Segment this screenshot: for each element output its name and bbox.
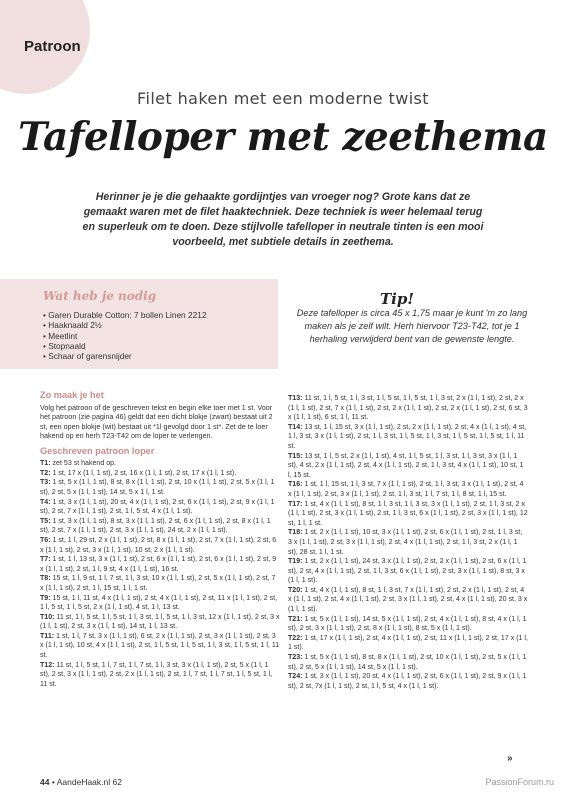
- pattern-row-label: T5:: [40, 517, 51, 525]
- pattern-rows-left: [40, 459, 280, 689]
- pattern-row-label: T11:: [40, 632, 55, 640]
- pattern-row-text: 1 st, 2 x (1 l, 1 st), 10 st, 3 x (1 l, 1 st), 2 st, 6 x (1 l, 1 st), 2 st, 1 l, 3 st, 3 x (1 l, 1 st), 2 st, 3 x (1 l, 1 st), 2 st, 4 x (1 l, 1 st), 2 st, 1 l, 3 st, 2 x (1 l, 1 st), 28 st, 1 l, 1 st.: [288, 529, 523, 556]
- pattern-row: [288, 672, 528, 691]
- pattern-row-text: 1 st, 5 x (1 l, 1 st), 14 st, 5 x (1 l, 1 st), 2 st, 4 x (1 l, 1 st), 8 st, 4 x (1 l, 1 st), 2 st, 3 x (1 l, 1 st), 2 st, 8 x (1 l, 1 st), 8 st, 5 x (1 l, 1 st).: [288, 615, 527, 633]
- pattern-row-text: 1 st, 1 l, 29 st, 2 x (1 l, 1 st), 2 st, 8 x (1 l, 1 st), 2 st, 7 x (1 l, 1 st), 2 st, 6 x (1 l, 1 st), 2 st, 3 x (1 l, 1 st), 10 st, 2 x (1 l, 1 st).: [40, 536, 277, 554]
- pattern-row-text: 1 st, 17 x (1 l, 1 st), 2 st, 16 x (1 l, 1 st), 2 st, 17 x (1 l, 1 st).: [50, 469, 237, 477]
- pattern-row-label: T14:: [288, 423, 303, 431]
- pattern-row-label: T6:: [40, 536, 51, 544]
- pattern-row: [40, 459, 280, 469]
- pattern-row-label: T12:: [40, 661, 55, 669]
- pattern-row-text: 1 st, 5 x (1 l, 1 st), 8 st, 8 x (1 l, 1 st), 2 st, 10 x (1 l, 1 st), 2 st, 5 x (1 l, 1 st), 2 st, 5 x (1 l, 1 st), 14 st, 5 x (1 l, 1 st).: [288, 654, 527, 671]
- pattern-row: [40, 469, 280, 479]
- pattern-row-label: T10:: [40, 613, 55, 621]
- pattern-row-text: 15 st, 1 l, 11 st, 4 x (1 l, 1 st), 2 st, 4 x (1 l, 1 st), 2 st, 11 x (1 l, 1 st), 2 st, 1 l, 5 st, 1 l, 5 st, 2 x (1 l, 1 st), 4 st, 1 l, 13 st.: [40, 594, 278, 612]
- materials-item: • Haaknaald 2½: [43, 320, 206, 330]
- magazine-name: AandeHaak.nl 62: [56, 777, 122, 787]
- pattern-row-text: 11 st, 1 l, 5 st, 1 l, 5 st, 1 l, 3 st, 1 l, 5 st, 1 l, 3 st, 12 x (1 l, 1 st), 2 st, 3 x (1 l, 1 st), 2 st, 3 x (1 l, 1 st), 14 st, 1 l, 13 st.: [40, 613, 280, 631]
- pattern-row-label: T17:: [288, 500, 303, 508]
- pattern-row-label: T22:: [288, 634, 303, 642]
- page-number: 44: [40, 777, 50, 787]
- pattern-row-label: T3:: [40, 479, 51, 487]
- pattern-row-text: 11 st, 1 l, 5 st, 1 l, 7 st, 1 l, 7 st, 1 l, 3 st, 3 x (1 l, 1 st), 2 st, 5 x (1 l, 1 st), 2 st, 3 x (1 l, 1 st), 2 st, 2 x (1 l, 1 st), 2 st, 1 l, 7 st, 1 l, 7 st, 1 l, 5 st, 1 l, 11 st.: [40, 661, 273, 688]
- pattern-rows-right: [288, 394, 528, 691]
- pattern-row-label: T1:: [40, 460, 51, 468]
- materials-list: [43, 310, 206, 361]
- materials-title: Wat heb je nodig: [43, 289, 157, 303]
- pattern-row-label: T13:: [288, 395, 303, 402]
- pattern-row-text: 1 st, 5 x (1 l, 1 st), 8 st, 8 x (1 l, 1 st), 2 st, 10 x (1 l, 1 st), 2 st, 5 x (1 l, 1 st), 2 st, 5 x (1 l, 1 st), 14 st, 5 x 1 l, 1 st.: [40, 479, 275, 496]
- pattern-row-text: 1 st, 1 l, 15 st, 1 l, 3 st, 7 x (1 l, 1 st), 2 st, 1 l, 3 st, 3 x (1 l, 1 st), 2 st, 4 x (1 l, 1 st), 2 st, 3 x (1 l, 1 st), 2 st, 1 l, 3 st, 1 l, 7 st, 1 l, 8 st, 1 l, 15 st.: [288, 481, 524, 498]
- pattern-row-label: T15:: [288, 452, 303, 460]
- pattern-row: [40, 498, 280, 517]
- pattern-row-text: 1 st, 1 l, 13 st, 3 x (1 l, 1 st), 2 st, 6 x (1 l, 1 st), 2 st, 6 x (1 l, 1 st), 2 st, 9 x (1 l, 1 st), 2 st, 1 l, 9 st, 4 x (1 l, 1 st), 16 st.: [40, 556, 277, 573]
- article-subtitle: Filet haken met een moderne twist: [137, 89, 429, 108]
- pattern-row-label: T23:: [288, 654, 303, 662]
- pattern-row-label: T7:: [40, 556, 51, 564]
- pattern-row: [288, 480, 528, 499]
- pattern-row-text: 11 st, 1 l, 5 st, 1 l, 3 st, 1 l, 5 st, 1 l, 5 st, 1 l, 3 st, 2 x (1 l, 1 st), 2 st, 2 x (1 l, 1 st), 2 st, 7 x (1 l, 1 st), 2 st, 2 x (1 l, 1 st), 2 st, 2 x (1 l, 1 st), 2 st, 6 st, 3 x (1 l, 1 st), 6 st, 1 l, 11 st.: [288, 395, 528, 422]
- how-text: Volg het patroon of de geschreven tekst en begin elke toer met 1 st. Voor het patroon (zie pagina 46) geldt dat een dicht blokje (zwart) bestaat uit 2 st, een open blokje (wit) bestaat uit *1l gevolgd door 1 st*. Zet de te loer hakend op en herh T23-T42 om de loper te verlengen.: [40, 403, 273, 440]
- pattern-row-label: T2:: [40, 469, 51, 477]
- pattern-row: [40, 661, 280, 690]
- pattern-row-label: T9:: [40, 594, 51, 602]
- pattern-row-text: 13 st, 1 l, 15 st, 3 x (1 l, 1 st), 2 st, 2 x (1 l, 1 st), 2 st, 4 x (1 l, 1 st), 4 st, 1 l, 3 st, 3 x (1 l, 1 st), 2 st, 1 l, 3 st, 1 l, 5 st, 1 l, 3 st, 1 l, 5 st, 1 l, 5 st, 1 l, 11 st.: [288, 423, 527, 450]
- pattern-row-text: 13 st, 1 l, 5 st, 2 x (1 l, 1 st), 4 st, 1 l, 5 st, 1 l, 3 st, 1 l, 3 st, 3 x (1 l, 1 st), 4 st, 2 x (1 l, 1 st), 2 st, 4 x (1 l, 1 st), 2 st, 1 l, 3 st, 4 x (1 l, 1 st), 10 st, 1 l, 15 st.: [288, 452, 524, 479]
- pattern-row: [288, 615, 528, 634]
- pattern-row: [288, 528, 528, 557]
- left-column: [40, 390, 280, 689]
- pattern-row-label: T4:: [40, 498, 51, 506]
- pattern-row-label: T18:: [288, 529, 303, 537]
- pattern-row-label: T24:: [288, 673, 303, 681]
- pattern-row: [288, 452, 528, 481]
- pattern-row-label: T19:: [288, 558, 303, 566]
- tip-text: Deze tafelloper is circa 45 x 1,75 maar je kunt 'm zo lang maken als je zelf wilt. Herh hiervoor T23-T42, tot je 1 herhaling verwijderd bent van de gewenste lengte.: [296, 308, 528, 344]
- pattern-row-label: T8:: [40, 575, 51, 583]
- materials-item: • Garen Durable Cotton: 7 bollen Linen 2212: [43, 310, 206, 320]
- pattern-row: [288, 394, 528, 423]
- pattern-row: [40, 555, 280, 574]
- pattern-row-text: zet 53 st hakend op.: [50, 460, 117, 468]
- pattern-row: [288, 557, 528, 586]
- pattern-row-text: 1 st, 17 x (1 l, 1 st), 2 st, 4 x (1 l, 1 st), 2 st, 11 x (1 l, 1 st), 2 st, 17 x (1 l, 1 st).: [288, 634, 528, 652]
- pattern-row-label: T21:: [288, 615, 303, 623]
- section-badge-label: Patroon: [24, 38, 81, 55]
- pattern-row-text: 1 st, 3 x (1 l, 1 st), 8 st, 3 x (1 l, 1 st), 2 st, 6 x (1 l, 1 st), 2 st, 8 x (1 l, 1 st), 2 st, 7 x (1 l, 1 st), 2 st, 3 x (1 l, 1 st), 24 st, 2 x (1 l, 1 st).: [40, 517, 271, 535]
- article-title: Tafelloper met zeethema: [18, 114, 548, 160]
- pattern-row: [40, 632, 280, 661]
- pattern-row: [288, 653, 528, 672]
- watermark: PassionForum.ru: [485, 777, 554, 787]
- pattern-row-text: 1 st, 3 x (1 l, 1 st), 20 st, 4 x (1 l, 1 st), 2 st, 6 x (1 l, 1 st), 2 st, 9 x (1 l, 1 st), 2 st, 7x (1 l, 1 st), 2 st, 1 l, 5 st, 4 x (1 l, 1 st).: [288, 673, 527, 690]
- pattern-row-text: 15 st, 1 l, 9 st, 1 l, 7 st, 1 l, 3 st, 10 x (1 l, 1 st), 2 st, 5 x (1 l, 1 st), 2 st, 7 x (1 l, 1 st), 2 st, 1 l, 15 st, 1 l, 1 st.: [40, 575, 276, 592]
- pattern-row-text: 1 st, 1 l, 7 st, 3 x (1 l, 1 st), 6 st, 2 x (1 l, 1 st), 2 st, 3 x (1 l, 1 st), 2 st, 3 x (1 l, 1 st), 10 st, 4 x (1 l, 1 st), 2 st, 1 l, 5 st, 1 l, 5 st, 1 l, 3 st, 1 l, 5 st, 1 l, 11 st.: [40, 632, 280, 660]
- pattern-title: Geschreven patroon loper: [40, 446, 155, 457]
- tip-title: Tip!: [380, 290, 414, 308]
- page-footer: [40, 777, 122, 787]
- right-column: [288, 394, 528, 691]
- continue-arrow: »: [507, 753, 513, 764]
- how-title: Zo maak je het: [40, 390, 104, 400]
- pattern-row: [40, 613, 280, 632]
- pattern-row-text: 1 st, 3 x (1 l, 1 st), 20 st, 4 x (1 l, 1 st), 2 st, 6 x (1 l, 1 st), 2 st, 9 x (1 l, 1 st), 2 st, 7 x (1 l, 1 st), 2 st, 1 l, 5 st, 4 x (1 l, 1 st).: [40, 498, 275, 516]
- footer-bullet: •: [51, 777, 55, 787]
- pattern-row: [288, 586, 528, 615]
- pattern-row: [288, 423, 528, 452]
- pattern-row-text: 1 st, 4 x (1 l, 1 st), 8 st, 1 l, 3 st, 1 l, 3 st, 3 x (1 l, 1 st), 2 st, 1 l, 3 st, 2 x (1 l, 1 st), 2 st, 3 x (1 l, 1 st), 2 st, 1 l, 3 st, 6 x (1 l, 1 st), 2 st, 3 x (1 l, 1 st), 12 st, 1 l, 1 st.: [288, 500, 528, 527]
- article-intro: Herinner je je die gehaakte gordijntjes van vroeger nog? Grote kans dat ze gemaakt waren met de filet haaktechniek. Deze techniek is weer helemaal terug en superleuk om te doen. Deze stijlvolle tafelloper in neutrale tinten is een mooi voorbeeld, met subtiele details in zeethema.: [82, 191, 484, 248]
- pattern-row-label: T16:: [288, 481, 303, 489]
- pattern-row: [288, 634, 528, 653]
- materials-item: • Stopnaald: [43, 341, 206, 351]
- pattern-row: [40, 574, 280, 593]
- pattern-row: [288, 500, 528, 529]
- pattern-row-text: 1 st, 2 x (1 l, 1 st), 24 st, 3 x (1 l, 1 st), 2 st, 2 x (1 l, 1 st), 2 st, 6 x (1 l, 1 st), 2 st, 4 x (1 l, 1 st), 2 st, 1 l, 3 st, 6 x (1 l, 1 st), 2 st, 3 x (1 l, 1 st), 8 st, 3 x (1 l, 1 st).: [288, 558, 527, 585]
- pattern-row: [40, 594, 280, 613]
- pattern-row: [40, 478, 280, 497]
- pattern-row: [40, 517, 280, 536]
- pattern-row-text: 1 st, 4 x (1 l, 1 st), 8 st, 1 l, 3 st, 7 x (1 l, 1 st), 2 st, 2 x (1 l, 1 st), 2 st, 4 x (1 l, 1 st), 2 st, 4 x (1 l, 1 st), 2 st, 3 x (1 l, 1 st), 2 st, 4 x (1 l, 1 st), 20 st, 3 x (1 l, 1 st).: [288, 586, 528, 614]
- materials-item: • Meetlint: [43, 331, 206, 341]
- pattern-row: [40, 536, 280, 555]
- materials-item: • Schaar of garensnijder: [43, 351, 206, 361]
- pattern-row-label: T20:: [288, 586, 303, 594]
